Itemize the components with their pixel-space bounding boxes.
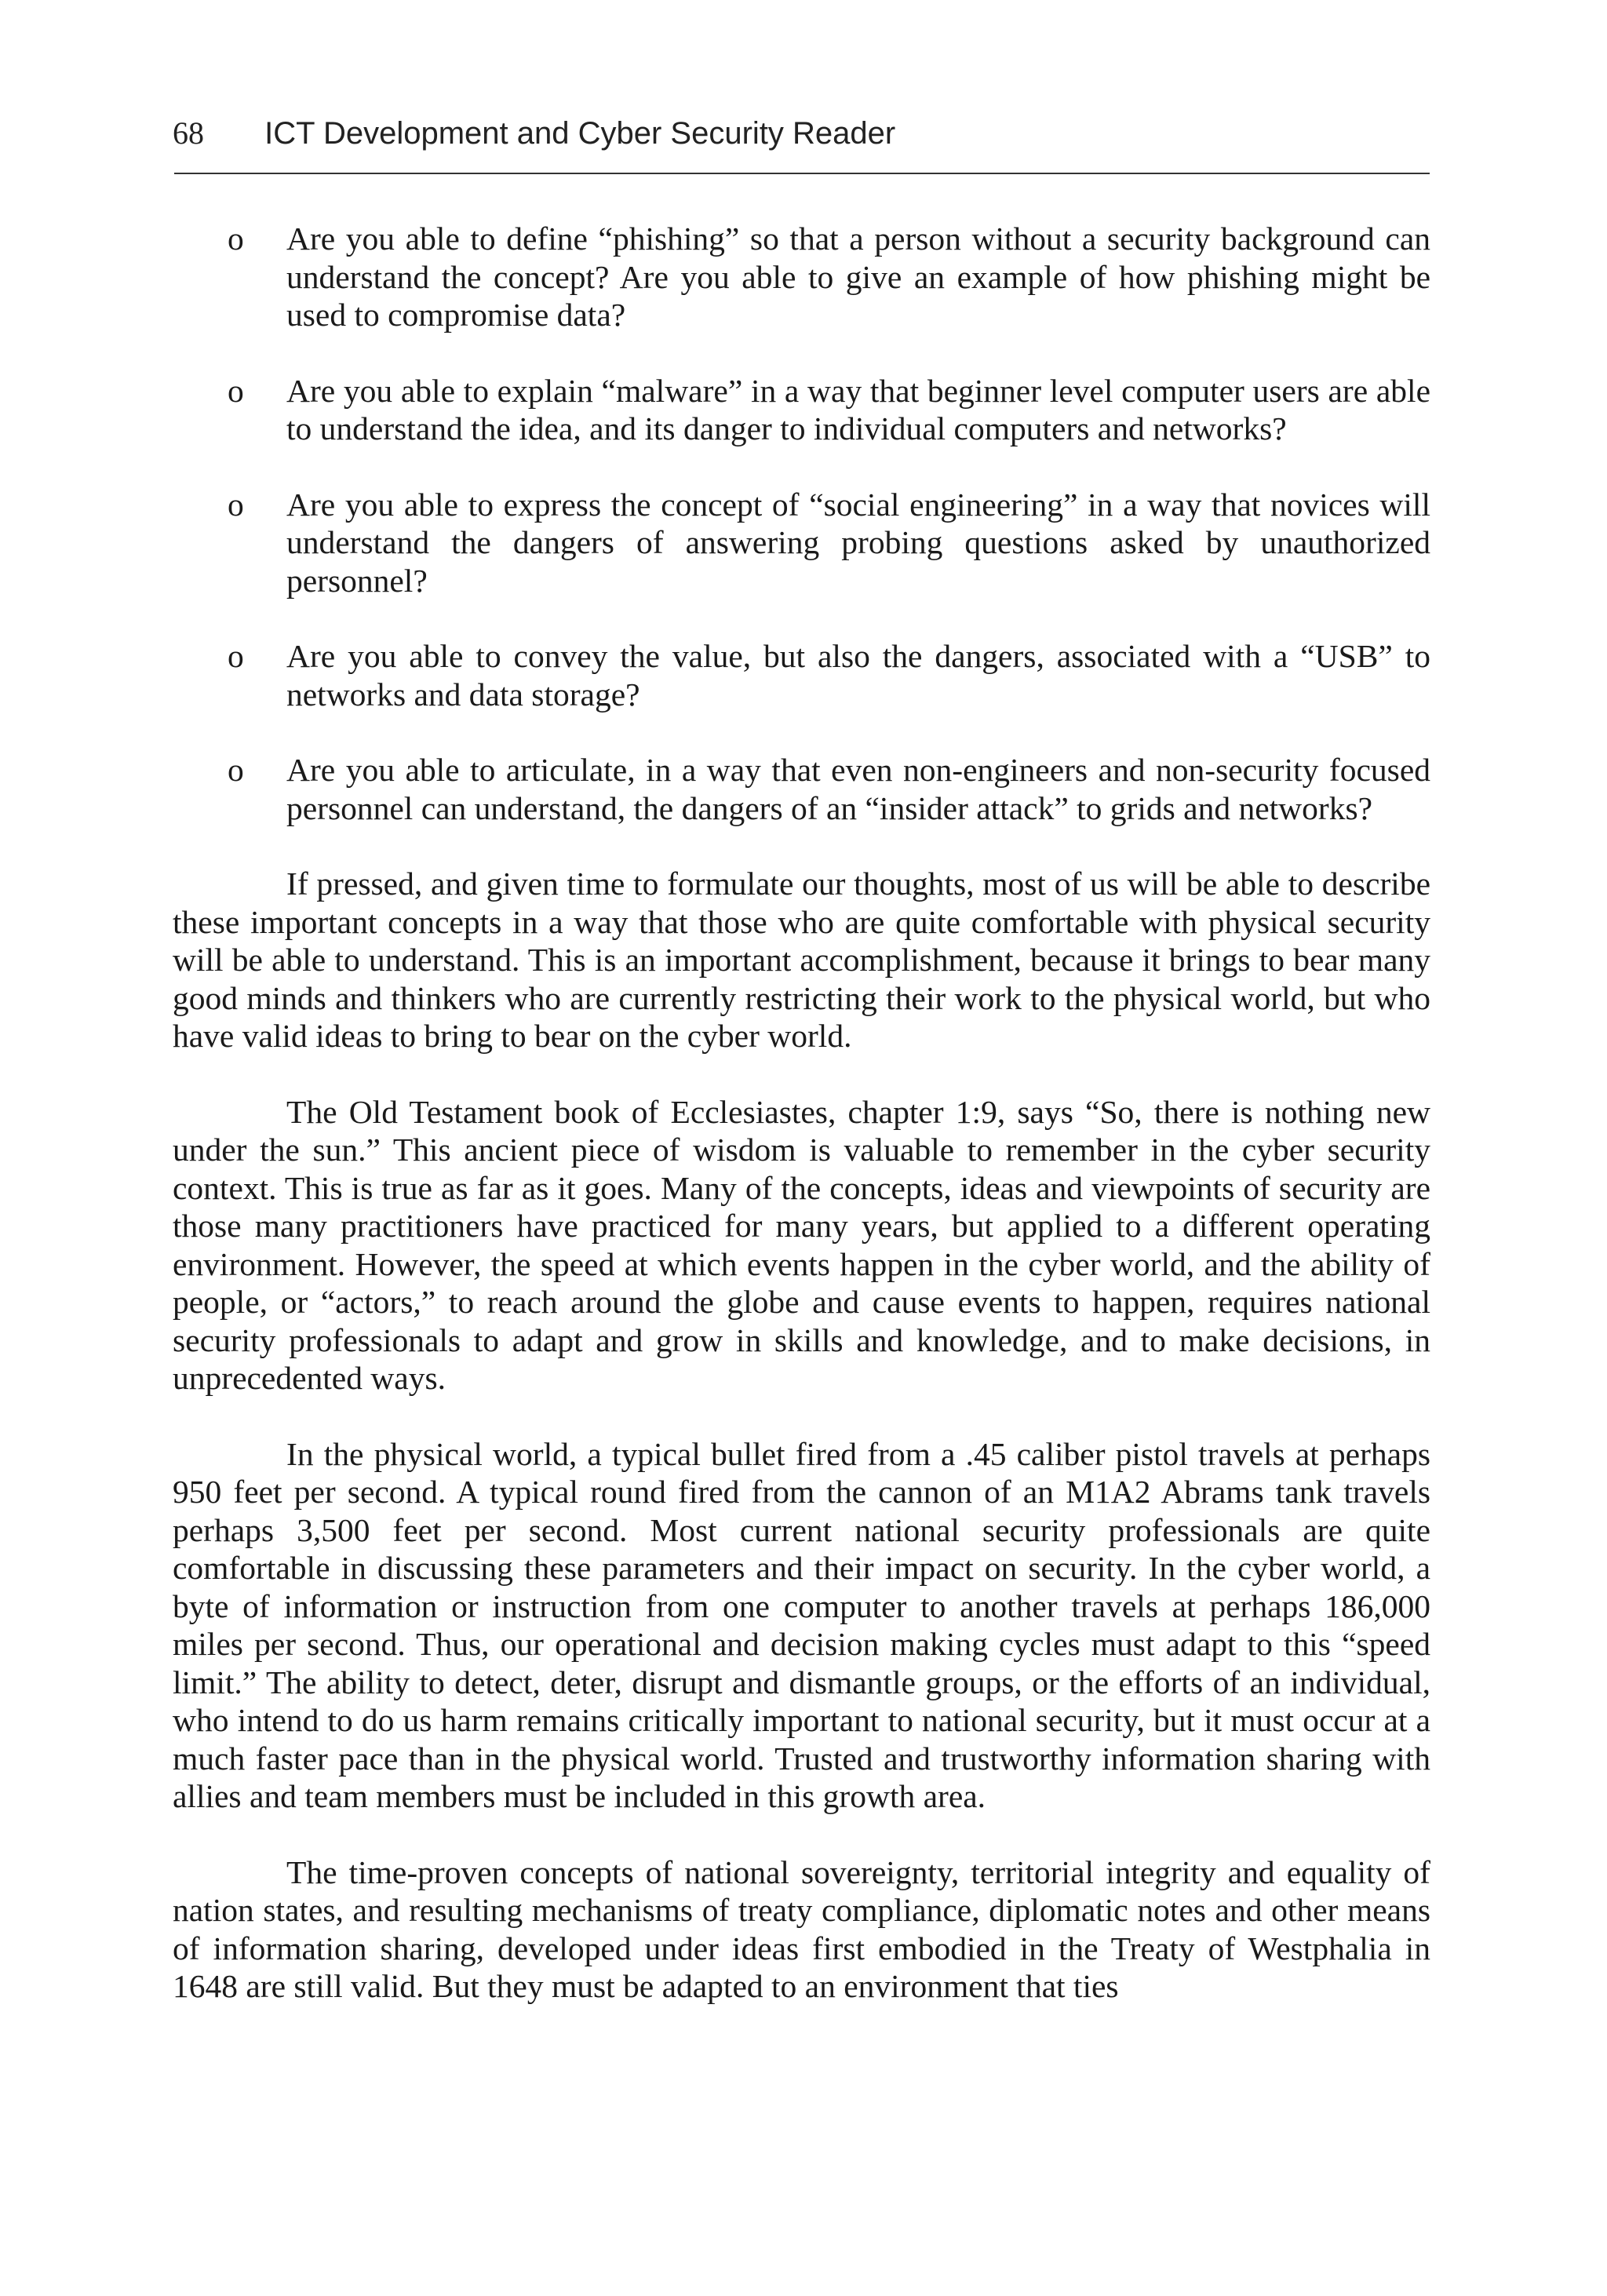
list-item [173, 486, 1430, 600]
list-bullet: o [228, 638, 244, 674]
list-item [173, 751, 1430, 827]
list-item-text: Are you able to express the concept of “social engineering” in a way that novices will understand the dangers of answering probing questions asked by unauthorized personnel? [286, 486, 1430, 599]
page-number: 68 [173, 115, 204, 151]
book-title: ICT Development and Cyber Security Reader [264, 116, 896, 151]
body-paragraph: In the physical world, a typical bullet fired from a .45 caliber pistol travels at perhaps 950 feet per second. A typical round fired from the cannon of an M1A2 Abrams tank travels perhaps 3,500 feet per second. Most current national security professionals are quite comfortable in discussing these parameters and their impact on security. In the cyber world, a byte of information or instruction from one computer to another travels at perhaps 186,000 miles per second. Thus, our operational and decision making cycles must adapt to this “speed limit.” The ability to detect, deter, disrupt and dismantle groups, or the efforts of an individual, who intend to do us harm remains critically important to national security, but it must occur at a much faster pace than in the physical world. Trusted and trustworthy information sharing with allies and team members must be included in this growth area. [173, 1435, 1430, 1814]
body-paragraph: If pressed, and given time to formulate our thoughts, most of us will be able to describe these important concepts in a way that those who are quite comfortable with physical security will be able to understand. This is an important accomplishment, because it brings to bear many good minds and thinkers who are currently restricting their work to the physical world, but who have valid ideas to bring to bear on the cyber world. [173, 866, 1430, 1054]
body-paragraph: The Old Testament book of Ecclesiastes, chapter 1:9, says “So, there is nothing new under the sun.” This ancient piece of wisdom is valuable to remember in the cyber security context. This is true as far as it goes. Many of the concepts, ideas and viewpoints of security are those many practitioners have practiced for many years, but applied to a different operating environment. However, the speed at which events happen in the cyber world, and the ability of people, or “actors,” to reach around the globe and cause events to happen, requires national security professionals to adapt and grow in skills and knowledge, and to make decisions, in unprecedented ways. [173, 1093, 1430, 1396]
body-paragraph: The time-proven concepts of national sovereignty, territorial integrity and equality of nation states, and resulting mechanisms of treaty compliance, diplomatic notes and other means of information sharing, developed under ideas first embodied in the Treaty of Westphalia in 1648 are still valid. But they must be adapted to an environment that ties [173, 1853, 1430, 2004]
list-item-text: Are you able to convey the value, but also the dangers, associated with a “USB” to networks and data storage? [286, 638, 1430, 712]
header-rule [174, 173, 1430, 174]
list-bullet: o [228, 486, 244, 523]
list-bullet: o [228, 372, 244, 409]
list-item-text: Are you able to articulate, in a way that even non-engineers and non-security focused personnel can understand, the dangers of an “insider attack” to grids and networks? [286, 752, 1430, 826]
list-item-text: Are you able to explain “malware” in a way that beginner level computer users are able to understand the idea, and its danger to individual computers and networks? [286, 372, 1430, 446]
list-item [173, 637, 1430, 713]
list-item-text: Are you able to define “phishing” so that a person without a security background can understand the concept? Are you able to give an example of how phishing might be used to compromise data? [286, 220, 1430, 333]
question-list [173, 220, 1430, 827]
list-bullet: o [228, 220, 244, 257]
list-item [173, 220, 1430, 334]
list-bullet: o [228, 752, 244, 788]
running-header [173, 110, 1428, 157]
page-body [173, 220, 1430, 2006]
list-item [173, 372, 1430, 448]
